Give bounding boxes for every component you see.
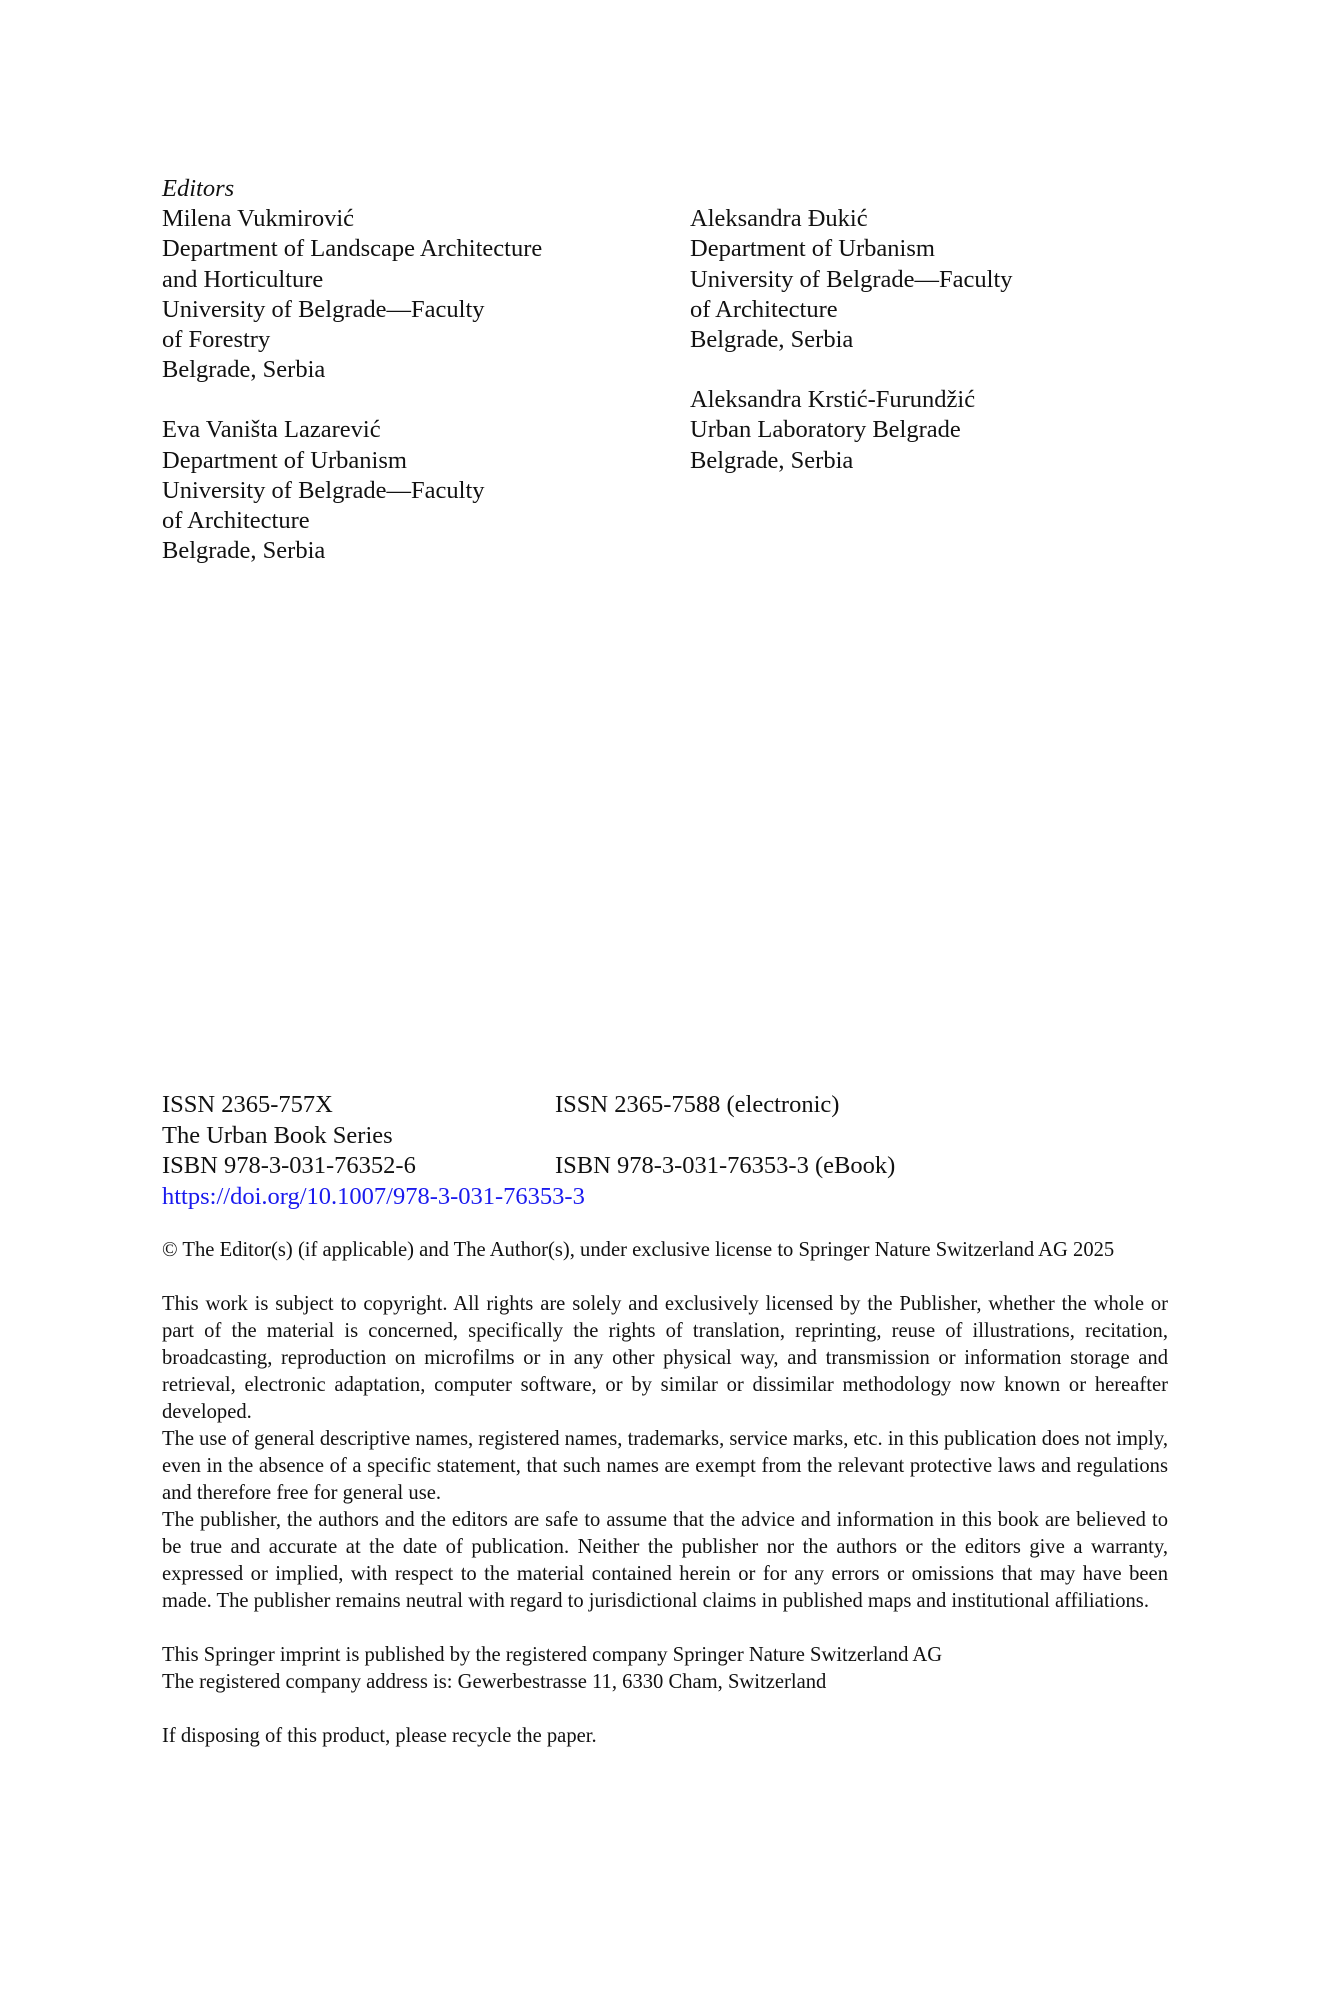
editor-affiliation-line: Department of Urbanism	[162, 446, 407, 474]
copyright-paragraph: This work is subject to copyright. All rights are solely and exclusively licensed by the Publisher, whether the whole or part of the material is concerned, specifically the rights of translation, reprinting, reuse of illustrations, recitation, broadcasting, reproduction on microfilms or in any other physical way, and transmission or information storage and retrieval, electronic adaptation, computer software, or by similar or dissimilar methodology now known or hereafter developed.	[162, 1293, 1168, 1423]
editors-section	[162, 174, 1202, 565]
editor-location: Belgrade, Serbia	[162, 537, 326, 565]
editor-entry	[690, 204, 1190, 355]
editors-left-column	[162, 204, 662, 596]
issn-print: ISSN 2365-757X	[162, 1091, 333, 1118]
editor-affiliation-line: of Architecture	[690, 295, 838, 323]
isbn-row	[162, 1151, 1202, 1182]
doi-row	[162, 1182, 1202, 1213]
editor-affiliation-line: of Architecture	[162, 507, 310, 535]
editor-affiliation-line: Department of Urbanism	[690, 235, 935, 263]
series-row	[162, 1121, 1202, 1152]
editor-name: Milena Vukmirović	[162, 205, 355, 233]
editor-location: Belgrade, Serbia	[162, 356, 326, 384]
editor-affiliation-line: of Forestry	[162, 326, 271, 354]
editor-affiliation-line: Urban Laboratory Belgrade	[690, 416, 961, 444]
disclaimer-paragraph: The publisher, the authors and the editors are safe to assume that the advice and information in this book are believed to be true and accurate at the date of publication. Neither the publisher nor the authors or the editors give a warranty, expressed or implied, with respect to the material contained herein or for any errors or omissions that may have been made. The publisher remains neutral with regard to jurisdictional claims in published maps and institutional affiliations.	[162, 1509, 1168, 1612]
identifiers-section	[162, 1090, 1202, 1212]
editor-name: Aleksandra Krstić-Furundžić	[690, 386, 976, 414]
doi-link[interactable]: https://doi.org/10.1007/978-3-031-76353-3	[162, 1182, 585, 1210]
editor-location: Belgrade, Serbia	[690, 446, 854, 474]
editor-affiliation-line: University of Belgrade—Faculty	[162, 295, 485, 323]
editor-affiliation-line: University of Belgrade—Faculty	[162, 476, 485, 504]
company-address: The registered company address is: Gewerbestrasse 11, 6330 Cham, Switzerland	[162, 1671, 827, 1693]
recycle-notice: If disposing of this product, please recycle the paper.	[162, 1725, 597, 1747]
editor-entry	[162, 415, 662, 566]
copyright-notice: © The Editor(s) (if applicable) and The Author(s), under exclusive license to Springer Nature Switzerland AG 2025	[162, 1239, 1115, 1261]
editor-name: Eva Vaništa Lazarević	[162, 416, 381, 444]
isbn-print: ISBN 978-3-031-76352-6	[162, 1152, 416, 1179]
editor-name: Aleksandra Đukić	[690, 205, 868, 233]
editors-heading: Editors	[162, 175, 235, 202]
editor-affiliation-line: and Horticulture	[162, 265, 324, 293]
issn-electronic: ISSN 2365-7588 (electronic)	[555, 1091, 840, 1118]
issn-row	[162, 1090, 1202, 1121]
series-name: The Urban Book Series	[162, 1121, 393, 1149]
legal-section	[162, 1237, 1168, 1750]
imprint-statement: This Springer imprint is published by the registered company Springer Nature Switzerland AG	[162, 1644, 943, 1666]
editor-affiliation-line: University of Belgrade—Faculty	[690, 265, 1013, 293]
trademark-paragraph: The use of general descriptive names, registered names, trademarks, service marks, etc. in this publication does not imply, even in the absence of a specific statement, that such names are exempt from the relevant protective laws and regulations and therefore free for general use.	[162, 1428, 1168, 1504]
editor-entry	[690, 385, 1190, 476]
editors-right-column	[690, 204, 1190, 506]
isbn-ebook: ISBN 978-3-031-76353-3 (eBook)	[555, 1152, 896, 1179]
editor-affiliation-line: Department of Landscape Architecture	[162, 235, 543, 263]
editor-entry	[162, 204, 662, 385]
editor-location: Belgrade, Serbia	[690, 326, 854, 354]
